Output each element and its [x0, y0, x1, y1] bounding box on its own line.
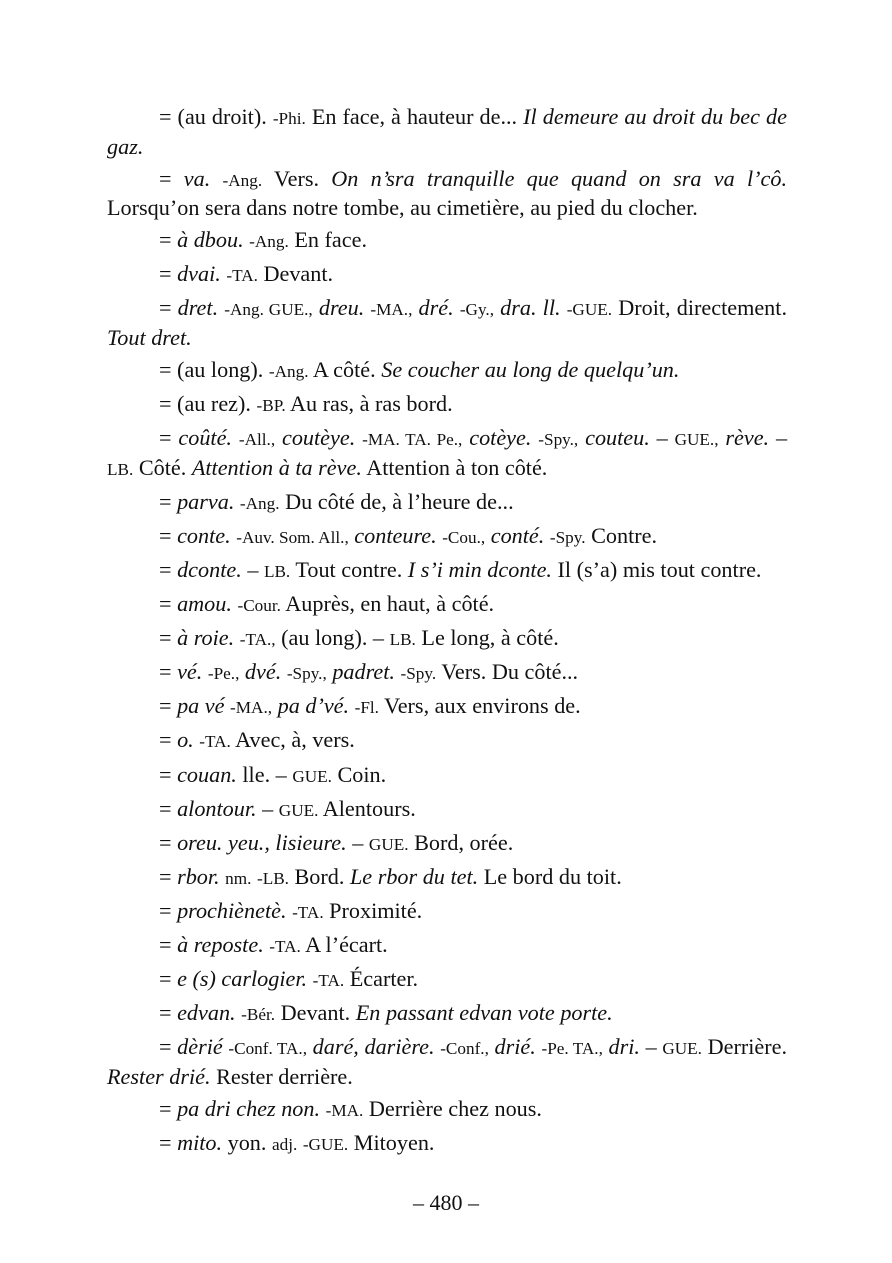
entry-text: Côté.: [133, 454, 192, 480]
entry-text: =: [159, 295, 178, 321]
entry-text: Écarter.: [344, 966, 419, 992]
entry-term: dret.: [177, 295, 219, 321]
entry-abbreviation: -TA.,: [239, 630, 276, 650]
dictionary-entry: [107, 590, 787, 620]
entry-abbreviation: -TA.: [226, 266, 258, 286]
dictionary-entry: [107, 761, 787, 791]
entry-term: couan.: [177, 761, 237, 787]
entry-term: rbor.: [177, 863, 220, 889]
dictionary-entry: [107, 488, 787, 518]
entry-term: dèrié: [177, 1034, 223, 1060]
entry-term: Attention à ta rève.: [191, 454, 362, 480]
entry-abbreviation: -GUE.: [302, 1134, 349, 1154]
dictionary-entry: [107, 356, 787, 386]
entry-term: conteure.: [354, 522, 437, 548]
entry-term: va.: [183, 165, 211, 191]
entry-text: Devant.: [275, 1000, 356, 1026]
entry-term: oreu. yeu., lisieure.: [177, 829, 347, 855]
entry-abbreviation: -Spy.: [549, 527, 586, 547]
entry-abbreviation: -GUE.: [566, 300, 613, 320]
entry-abbreviation: -TA.: [312, 971, 345, 991]
dictionary-entry: [107, 965, 787, 995]
entry-term: à roie.: [177, 625, 235, 651]
entry-text: =: [159, 625, 178, 651]
entry-text: Au ras, à ras bord.: [285, 391, 453, 417]
entry-text: =: [159, 165, 184, 191]
entry-text: =: [159, 693, 178, 719]
dictionary-entry: [107, 1033, 787, 1090]
dictionary-entry: [107, 1095, 787, 1125]
entry-abbreviation: -Cour.: [237, 596, 281, 616]
entry-text: =: [159, 966, 178, 992]
entry-text: A côté.: [308, 356, 382, 382]
entry-text: Le bord du toit.: [478, 863, 622, 889]
entry-abbreviation: nm.: [225, 868, 252, 888]
entry-term: o.: [177, 727, 194, 753]
entry-text: Droit, directement.: [612, 295, 787, 321]
entry-text: =: [159, 931, 178, 957]
entry-term: à dbou.: [177, 227, 244, 253]
entry-term: coutèye.: [281, 425, 356, 451]
entry-text: = (au droit).: [159, 104, 273, 129]
entry-text: Bord.: [288, 863, 350, 889]
entry-term: amou.: [177, 591, 232, 617]
entry-text: Avec, à, vers.: [230, 727, 355, 753]
entry-term: Tout dret.: [107, 324, 192, 350]
entry-term: dvé.: [244, 659, 282, 685]
entry-text: =: [159, 863, 178, 889]
entry-text: =: [159, 1129, 178, 1155]
entry-term: En passant edvan vote porte.: [355, 1000, 613, 1026]
entry-abbreviation: -Ang.: [222, 170, 263, 190]
entry-text: lle. –: [236, 761, 293, 787]
entry-abbreviation: -MA.,: [370, 300, 413, 320]
entry-abbreviation: LB.: [389, 630, 416, 650]
entry-term: e (s) carlogier.: [177, 966, 308, 992]
entry-abbreviation: -MA.: [325, 1100, 364, 1120]
entry-term: parva.: [177, 488, 235, 514]
entry-term: dré.: [418, 295, 454, 321]
entry-abbreviation: GUE.: [368, 834, 409, 854]
entry-text: Tout contre.: [290, 556, 408, 582]
entry-text: Devant.: [257, 261, 334, 287]
entry-text: =: [159, 761, 178, 787]
entry-text: =: [159, 591, 178, 617]
dictionary-entry: [107, 897, 787, 927]
entry-text: yon.: [222, 1129, 272, 1155]
entry-term: daré, darière.: [312, 1034, 435, 1060]
entry-abbreviation: LB.: [107, 459, 134, 479]
entry-abbreviation: -MA.,: [230, 698, 273, 718]
entry-abbreviation: -TA.: [269, 936, 301, 956]
entry-text: Derrière.: [701, 1034, 788, 1060]
entry-term: dreu.: [318, 295, 365, 321]
entry-text: Proximité.: [323, 897, 423, 923]
entry-text: =: [159, 522, 178, 548]
entry-text: =: [159, 795, 178, 821]
entry-term: conté.: [490, 522, 545, 548]
dictionary-text: [107, 103, 787, 1158]
entry-abbreviation: -TA.: [292, 902, 324, 922]
entry-text: –: [346, 829, 369, 855]
entry-text: =: [159, 659, 178, 685]
dictionary-entry: [107, 795, 787, 825]
entry-term: dvai.: [177, 261, 221, 287]
entry-text: En face.: [288, 227, 368, 253]
entry-term: I s’i min dconte.: [407, 556, 552, 582]
entry-text: Mitoyen.: [348, 1129, 435, 1155]
entry-abbreviation: -Ang. GUE.,: [224, 300, 313, 320]
entry-text: =: [159, 1095, 178, 1121]
entry-abbreviation: GUE.,: [674, 430, 719, 450]
entry-text: (au long). –: [275, 625, 390, 651]
entry-text: =: [159, 1034, 178, 1060]
dictionary-entry: [107, 226, 787, 256]
dictionary-entry: [107, 522, 787, 552]
entry-term: coûté.: [178, 425, 232, 451]
entry-abbreviation: -Ang.: [239, 493, 280, 513]
entry-abbreviation: -All.,: [238, 430, 276, 450]
dictionary-entry: [107, 863, 787, 893]
entry-abbreviation: GUE.: [292, 766, 332, 786]
entry-term: pa vé: [177, 693, 225, 719]
entry-term: pa d’vé.: [277, 693, 350, 719]
entry-text: Vers. Du côté...: [436, 659, 579, 685]
entry-abbreviation: -LB.: [256, 868, 289, 888]
entry-term: mito.: [177, 1129, 223, 1155]
dictionary-entry: [107, 624, 787, 654]
entry-text: =: [159, 556, 178, 582]
entry-text: –: [639, 1034, 663, 1060]
entry-text: Vers, aux environs de.: [378, 693, 581, 719]
dictionary-entry: [107, 424, 787, 483]
entry-abbreviation: -Conf. TA.,: [228, 1039, 307, 1059]
entry-text: Il (s’a) mis tout contre.: [551, 556, 762, 582]
dictionary-entry: [107, 294, 787, 351]
entry-abbreviation: -Spy.: [400, 664, 437, 684]
entry-abbreviation: -Pe. TA.,: [541, 1039, 603, 1059]
entry-term: pa dri chez non.: [177, 1095, 321, 1121]
entry-term: Le rbor du tet.: [349, 863, 479, 889]
entry-text: Coin.: [331, 761, 387, 787]
entry-abbreviation: -TA.: [199, 732, 231, 752]
entry-term: alontour.: [177, 795, 257, 821]
entry-text: Bord, orée.: [408, 829, 514, 855]
entry-text: Du côté de, à l’heure de...: [279, 488, 514, 514]
entry-abbreviation: -Conf.,: [440, 1039, 489, 1059]
entry-text: Rester derrière.: [210, 1063, 353, 1089]
entry-term: edvan.: [177, 1000, 236, 1026]
dictionary-entry: [107, 726, 787, 756]
entry-term: vé.: [177, 659, 203, 685]
entry-text: –: [256, 795, 279, 821]
entry-abbreviation: -Ang.: [249, 232, 289, 252]
entry-term: à reposte.: [177, 931, 264, 957]
entry-term: dconte.: [177, 556, 242, 582]
entry-text: =: [159, 227, 178, 253]
entry-text: [210, 166, 222, 191]
entry-term: On n’sra tranquille que quand on sra va l’cô.: [331, 165, 788, 191]
entry-abbreviation: -MA. TA. Pe.,: [362, 430, 463, 450]
entry-text: =: [159, 425, 179, 451]
dictionary-entry: [107, 999, 787, 1029]
dictionary-entry: [107, 390, 787, 420]
entry-abbreviation: GUE.: [662, 1039, 702, 1059]
entry-text: En face, à hauteur de...: [305, 104, 524, 129]
entry-abbreviation: -Spy.,: [538, 430, 579, 450]
entry-abbreviation: -Fl.: [354, 698, 379, 718]
dictionary-entry: [107, 692, 787, 722]
dictionary-entry: [107, 658, 787, 688]
dictionary-entry: [107, 260, 787, 290]
entry-abbreviation: LB.: [263, 561, 291, 581]
entry-abbreviation: -Pe.,: [207, 664, 240, 684]
entry-text: =: [159, 261, 178, 287]
dictionary-entry: [107, 829, 787, 859]
entry-term: padret.: [332, 659, 395, 685]
entry-text: = (au long).: [159, 356, 269, 382]
dictionary-entry: [107, 556, 787, 586]
entry-text: =: [159, 897, 178, 923]
entry-text: [232, 425, 239, 450]
entry-text: =: [159, 727, 178, 753]
entry-text: [275, 425, 282, 450]
entry-term: dra. ll.: [500, 295, 561, 321]
entry-abbreviation: -Bér.: [241, 1005, 276, 1025]
entry-abbreviation: -Ang.: [268, 361, 309, 381]
entry-text: =: [159, 488, 178, 514]
entry-term: cotèye.: [469, 425, 532, 451]
entry-term: conte.: [177, 522, 231, 548]
entry-text: Attention à ton côté.: [361, 454, 548, 480]
entry-text: =: [159, 829, 178, 855]
entry-term: Rester drié.: [107, 1063, 211, 1089]
entry-term: dri.: [608, 1034, 640, 1060]
entry-abbreviation: -Auv. Som. All.,: [236, 527, 349, 547]
entry-abbreviation: -Gy.,: [459, 300, 495, 320]
entry-term: prochiènetè.: [177, 897, 287, 923]
entry-abbreviation: -Phi.: [272, 109, 306, 128]
entry-text: –: [241, 556, 264, 582]
page-number: – 480 –: [413, 1190, 479, 1215]
entry-abbreviation: GUE.: [278, 800, 319, 820]
dictionary-entry: [107, 931, 787, 961]
entry-term: couteu.: [585, 425, 650, 451]
entry-text: Derrière chez nous.: [363, 1095, 542, 1121]
entry-abbreviation: adj.: [271, 1134, 298, 1154]
entry-abbreviation: -Cou.,: [442, 527, 486, 547]
entry-term: drié.: [494, 1034, 536, 1060]
dictionary-entry: [107, 103, 787, 160]
entry-abbreviation: -Spy.,: [286, 664, 327, 684]
entry-term: Il demeure au droit du bec de gaz.: [107, 104, 787, 159]
entry-text: Alentours.: [318, 795, 416, 821]
dictionary-entry: [107, 165, 787, 222]
entry-text: Auprès, en haut, à côté.: [280, 591, 495, 617]
entry-term: Se coucher au long de quelqu’un.: [381, 356, 680, 382]
entry-text: =: [159, 1000, 178, 1026]
entry-text: –: [649, 425, 675, 451]
entry-text: A l’écart.: [300, 931, 388, 957]
entry-text: –: [769, 425, 788, 451]
entry-text: Le long, à côté.: [415, 625, 559, 651]
entry-text: = (au rez).: [159, 391, 257, 417]
entry-text: Lorsqu’on sera dans notre tombe, au cimetière, au pied du clocher.: [107, 195, 698, 221]
dictionary-entry: [107, 1129, 787, 1159]
entry-abbreviation: -BP.: [256, 396, 286, 416]
entry-term: rève.: [725, 425, 770, 451]
entry-text: Vers.: [262, 165, 332, 191]
entry-text: Contre.: [585, 522, 658, 548]
